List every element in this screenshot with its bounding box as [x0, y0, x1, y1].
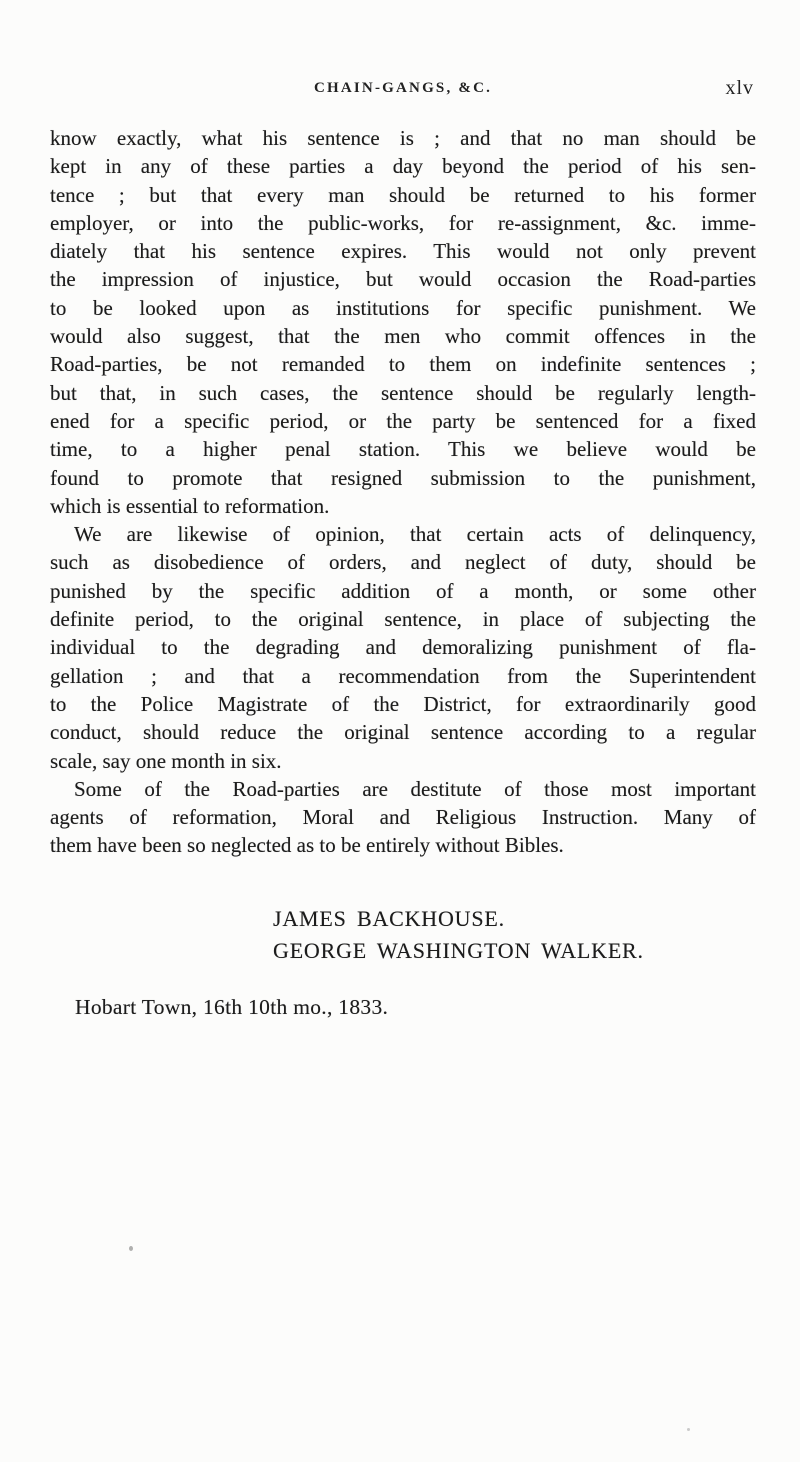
text-line: punished by the specific addition of a month, or some other — [50, 578, 756, 603]
text-line: Road-parties, be not remanded to them on indefinite sentences ; — [50, 352, 756, 377]
text-line: kept in any of these parties a day beyond the period of his sen- — [50, 154, 756, 179]
text-line: to the Police Magistrate of the District, for extraordinarily good — [50, 691, 756, 716]
text-line: conduct, should reduce the original sentence according to a regular — [50, 720, 756, 745]
text-line: such as disobedience of orders, and neglect of duty, should be — [50, 550, 756, 575]
body-text — [50, 124, 756, 860]
running-title: CHAIN-GANGS, &C. — [313, 80, 493, 96]
dateline: Hobart Town, 16th 10th mo., 1833. — [75, 995, 389, 1019]
text-line: scale, say one month in six. — [50, 748, 282, 773]
text-line: ened for a specific period, or the party be sentenced for a fixed — [50, 408, 756, 433]
text-line: to be looked upon as institutions for specific punishment. We — [50, 295, 756, 320]
text-line: We are likewise of opinion, that certain acts of delinquency, — [74, 522, 756, 547]
text-line: but that, in such cases, the sentence should be regularly length- — [50, 380, 756, 405]
signature-line: GEORGE WASHINGTON WALKER. — [273, 937, 644, 963]
text-line: diately that his sentence expires. This would not only prevent — [50, 239, 756, 264]
text-line: definite period, to the original sentence, in place of subjecting the — [50, 607, 756, 632]
text-line: employer, or into the public-works, for re-assignment, &c. imme- — [50, 210, 756, 235]
text-line: know exactly, what his sentence is ; and that no man should be — [50, 126, 756, 150]
text-line: time, to a higher penal station. This we believe would be — [50, 437, 756, 462]
text-line: would also suggest, that the men who commit offences in the — [50, 324, 756, 349]
text-line: found to promote that resigned submission to the punishment, — [50, 465, 756, 490]
signature-line: JAMES BACKHOUSE. — [273, 906, 505, 931]
text-line: agents of reformation, Moral and Religious Instruction. Many of — [50, 805, 756, 830]
running-head — [50, 77, 756, 104]
text-line: them have been so neglected as to be entirely without Bibles. — [50, 833, 564, 858]
text-line: Some of the Road-parties are destitute of those most important — [74, 776, 756, 801]
paragraph-3 — [50, 775, 756, 860]
paragraph-2 — [50, 520, 756, 775]
signature-block — [273, 903, 644, 966]
text-line: individual to the degrading and demoralizing punishment of fla- — [50, 635, 756, 660]
paragraph-1 — [50, 124, 756, 520]
text-line: gellation ; and that a recommendation from the Superintendent — [50, 663, 756, 688]
text-line: which is essential to reformation. — [50, 493, 330, 518]
scan-speck — [687, 1428, 690, 1431]
text-line: the impression of injustice, but would occasion the Road-parties — [50, 267, 756, 292]
text-line: tence ; but that every man should be returned to his former — [50, 182, 756, 207]
scan-speck — [129, 1246, 133, 1251]
page-number: xlv — [725, 77, 754, 99]
